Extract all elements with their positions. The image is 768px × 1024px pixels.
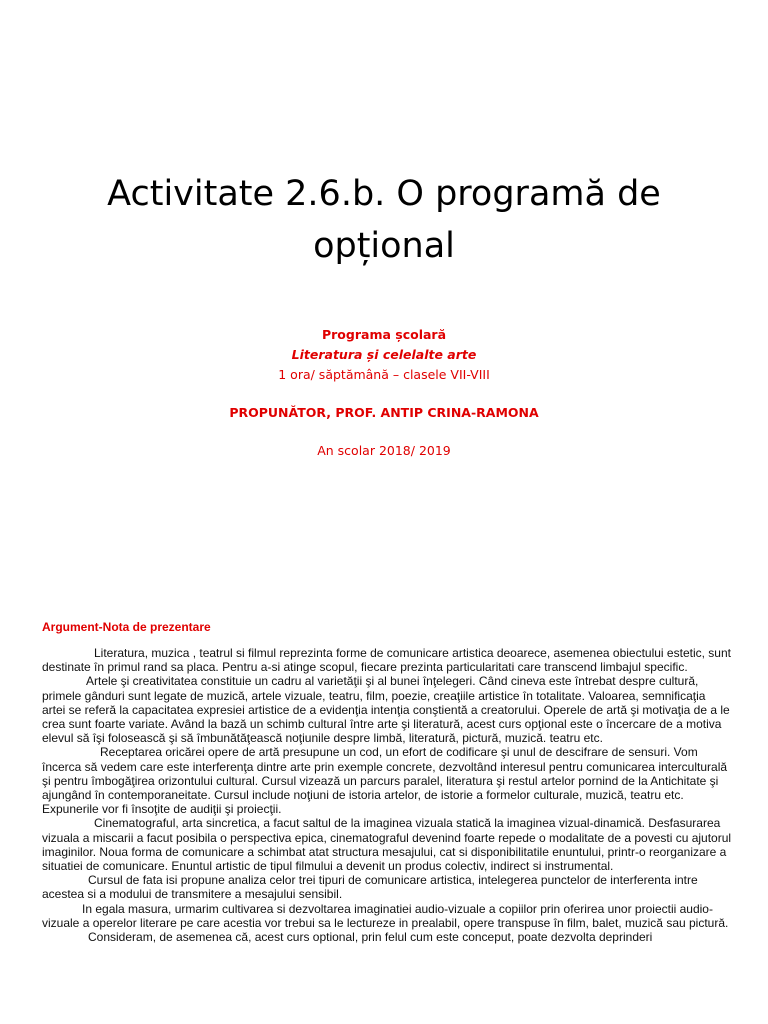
paragraph-5: Cursul de fata isi propune analiza celor trei tipuri de comunicare artistica, intelegerea punctelor de interferenta intre acestea si a modului de transmitere a mesajului sensibil.	[42, 873, 698, 902]
slide-title-line-1: Activitate 2.6.b. O programă de	[107, 174, 661, 214]
school-year: An scolar 2018/ 2019	[317, 443, 451, 458]
section-heading: Argument-Nota de prezentare	[42, 620, 211, 634]
paragraph-2: Artele şi creativitatea constituie un cadru al varietăţii şi al bunei înţelegeri. Când cineva este întrebat despre cultură, primele gânduri sunt legate de muzică, artele vizuale, teatru, film, poezie, creaţiile artistice în totalitate. Valoarea, semnificaţia artei se referă la capacitatea expresiei artistice de a evidenţia intenţia conştientă a creatorului. Operele de artă şi motivaţia de a le crea sunt foarte variate. Având la bază un schimb cultural între arte şi literatură, acest curs opţional este o încercare de a motiva elevul să îşi folosească şi să îmbunătăţească noţiunile despre limbă, literatură, pictură, muzică. teatru etc.	[42, 674, 730, 746]
paragraph-6: In egala masura, urmarim cultivarea si dezvoltarea imaginatiei audio-vizuale a copiilor prin oferirea unor proiectii audio-vizuale a operelor literare pe care acestia vor trebui sa le lectureze in prealabil, opere transpuse în film, balet, muzică sau pictură.	[42, 901, 729, 930]
course-schedule: 1 ora/ săptămână – clasele VII-VIII	[278, 367, 490, 382]
argument-body	[42, 646, 732, 944]
program-type: Programa școlară	[321, 327, 447, 342]
paragraph-4: Cinematograful, arta sincretica, a facut saltul de la imaginea vizuala statică la imaginea vizual-dinamică. Desfasurarea vizuala a miscarii a facut posibila o perspectiva epica, cinematograful devenind foarte repede o modalitate de a povesti cu ajutorul imaginilor. Noua forma de comunicare a schimbat atat structura mesajului, cat si disponibilitatile enuntului, printr-o reorganizare a situatiei de comunicare. Enuntul artistic de tipul filmului a devenit un produs colectiv, indirect si instrumental.	[42, 816, 732, 874]
slide-title-line-2: opțional	[313, 226, 455, 266]
course-name: Literatura și celelalte arte	[291, 347, 477, 362]
paragraph-3: Receptarea oricărei opere de artă presupune un cod, un efort de codificare şi unul de descifrare de sensuri. Vom încerca să vedem care este interferenţa dintre arte prin exemple concrete, dezvoltând interesul pentru comunicarea interculturală şi pentru îmbogăţirea orizontului cultural. Cursul vizează un parcurs paralel, literatura şi restul artelor pornind de la Antichitate şi ajungând în contemporaneitate. Cursul include noţiuni de istoria artelor, de istorie a formelor culturale, muzică, teatru etc. Expunerile vor fi însoţite de audiţii şi proiecţii.	[42, 745, 728, 817]
paragraph-1: Literatura, muzica , teatrul si filmul reprezinta forme de comunicare artistica deoarece, asemenea obiectului estetic, sunt destinate în primul rand sa placa. Pentru a-si atinge scopul, fiecare prezinta particularitati care transcend limbajul specific.	[42, 646, 731, 675]
paragraph-7: Consideram, de asemenea că, acest curs optional, prin felul cum este conceput, poate dezvolta deprinderi	[88, 930, 653, 945]
author-line: PROPUNĂTOR, PROF. ANTIP CRINA-RAMONA	[229, 405, 539, 420]
slide-title	[0, 168, 768, 272]
